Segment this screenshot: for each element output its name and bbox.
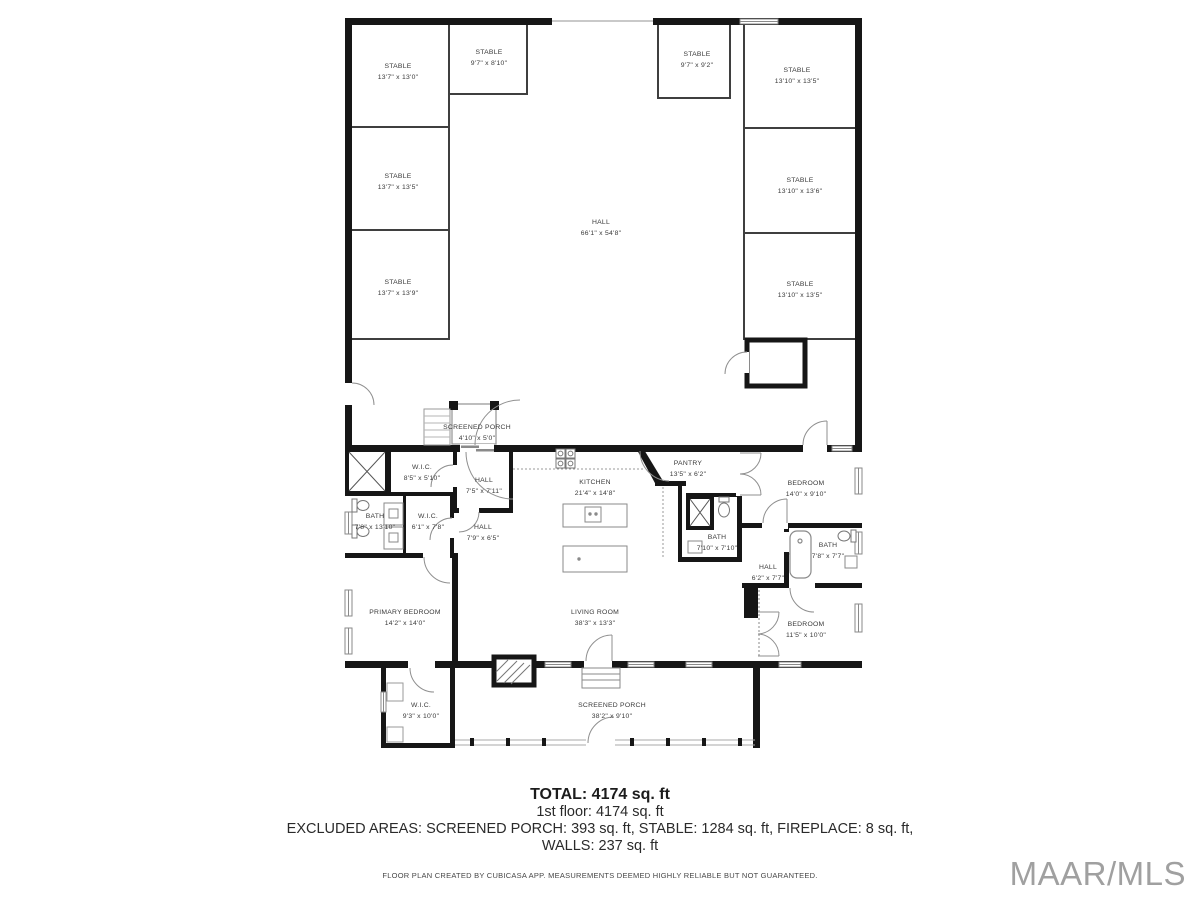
room-label-stable-8	[778, 279, 823, 301]
barn-tack-box	[742, 340, 805, 386]
room-label-stable-4	[775, 65, 820, 87]
room-dims: 7'10" x 7'10"	[696, 545, 738, 552]
room-dims: 14'2" x 14'0"	[384, 620, 426, 627]
room-name: HALL	[758, 563, 777, 571]
room-name: BATH	[818, 541, 838, 549]
room-name: BEDROOM	[787, 479, 825, 487]
room-name: STABLE	[384, 62, 412, 70]
room-label-bedroom-2	[786, 619, 826, 641]
room-label-wic-2	[412, 511, 444, 533]
room-dims: 7'8" x 7'7"	[811, 553, 845, 560]
room-name: BATH	[707, 533, 727, 541]
stove-icon	[556, 449, 575, 468]
room-dims: 21'4" x 14'8"	[574, 490, 616, 497]
room-name: KITCHEN	[579, 478, 611, 486]
room-label-screened-porch-large	[578, 700, 646, 722]
porch-steps	[582, 668, 620, 688]
room-name: HALL	[473, 523, 492, 531]
room-dims: 7'8" x 13'10"	[354, 524, 396, 531]
room-dims: 6'2" x 7'7"	[751, 575, 785, 582]
room-name: STABLE	[783, 66, 811, 74]
room-dims: 66'1" x 54'8"	[580, 230, 622, 237]
closet-shelves	[387, 683, 403, 742]
room-dims: 7'9" x 6'5"	[466, 535, 500, 542]
room-label-stable-5	[378, 171, 419, 193]
room-dims: 13'5" x 6'2"	[669, 471, 707, 478]
area-summary	[0, 786, 1200, 855]
room-dims: 13'7" x 13'0"	[377, 74, 419, 81]
room-dims: 9'7" x 9'2"	[680, 62, 714, 69]
room-dims: 8'5" x 5'10"	[403, 475, 441, 482]
room-label-kitchen	[575, 477, 616, 499]
excluded-areas: EXCLUDED AREAS: SCREENED PORCH: 393 sq. ft, STABLE: 1284 sq. ft, FIREPLACE: 8 sq. ft,	[286, 821, 914, 837]
room-dims: 13'10" x 13'5"	[777, 292, 823, 299]
room-name: HALL	[591, 218, 610, 226]
room-label-screened-porch-small	[443, 422, 511, 444]
room-dims: 9'3" x 10'0"	[402, 713, 440, 720]
room-dims: 13'7" x 13'9"	[377, 290, 419, 297]
room-label-hall-3	[752, 562, 784, 584]
room-name: PRIMARY BEDROOM	[369, 608, 441, 616]
room-label-stable-1	[378, 61, 419, 83]
room-dims: 14'0" x 9'10"	[785, 491, 827, 498]
bathtub-icon	[790, 531, 811, 578]
room-label-stable-6	[778, 175, 823, 197]
room-dims: 6'1" x 7'8"	[411, 524, 445, 531]
room-dims: 13'7" x 13'5"	[377, 184, 419, 191]
kitchen-island	[563, 504, 627, 572]
room-dims: 7'5" x 7'11"	[466, 488, 502, 495]
room-label-primary-bedroom	[369, 607, 440, 629]
room-label-bedroom-1	[786, 478, 827, 500]
room-label-bath-1	[355, 511, 396, 533]
room-dims: 38'2" x 9'10"	[591, 713, 633, 720]
porch-rails	[455, 736, 755, 747]
room-dims: 4'10" x 5'0"	[458, 435, 496, 442]
first-floor-area: 1st floor: 4174 sq. ft	[536, 804, 664, 820]
mls-watermark: MAAR/MLS	[1009, 855, 1186, 892]
room-label-hall-1	[466, 475, 502, 497]
room-dims: 11'5" x 10'0"	[785, 632, 827, 639]
room-dims: 9'7" x 8'10"	[470, 60, 508, 67]
room-name: SCREENED PORCH	[578, 701, 646, 709]
room-name: PANTRY	[673, 459, 703, 467]
shower2-icon	[688, 497, 712, 528]
room-label-bath-2	[697, 532, 738, 554]
room-name: SCREENED PORCH	[443, 423, 511, 431]
room-label-barn-hall	[581, 217, 622, 239]
room-name: LIVING ROOM	[570, 608, 620, 616]
room-label-wic-3	[403, 700, 440, 722]
room-label-stable-3	[681, 49, 713, 71]
room-label-stable-2	[471, 47, 508, 69]
total-area: TOTAL: 4174 sq. ft	[530, 786, 670, 803]
room-label-stable-7	[378, 277, 419, 299]
room-dims: 13'10" x 13'5"	[774, 78, 820, 85]
room-label-pantry	[670, 458, 707, 480]
room-name: BEDROOM	[787, 620, 825, 628]
shower-icon	[347, 450, 387, 493]
room-name: STABLE	[475, 48, 503, 56]
room-name: W.I.C.	[417, 512, 438, 520]
room-name: W.I.C.	[410, 701, 431, 709]
room-label-bath-3	[812, 540, 844, 562]
room-dims: 38'3" x 13'3"	[574, 620, 616, 627]
disclaimer-text: FLOOR PLAN CREATED BY CUBICASA APP. MEASUREMENTS DEEMED HIGHLY RELIABLE BUT NOT GUARANTEED.	[382, 871, 818, 880]
barn-opening-line	[552, 20, 653, 22]
room-label-hall-2	[467, 522, 499, 544]
room-dims: 13'10" x 13'6"	[777, 188, 823, 195]
room-name: STABLE	[384, 278, 412, 286]
room-label-wic-1	[404, 462, 441, 484]
room-name: STABLE	[683, 50, 711, 58]
room-name: BATH	[365, 512, 385, 520]
walls-area: WALLS: 237 sq. ft	[541, 838, 659, 854]
room-name: STABLE	[786, 176, 814, 184]
room-label-living-room	[571, 607, 619, 629]
room-name: HALL	[474, 476, 493, 484]
room-name: STABLE	[786, 280, 814, 288]
room-name: W.I.C.	[411, 463, 432, 471]
fireplace-icon	[494, 657, 534, 685]
room-name: STABLE	[384, 172, 412, 180]
